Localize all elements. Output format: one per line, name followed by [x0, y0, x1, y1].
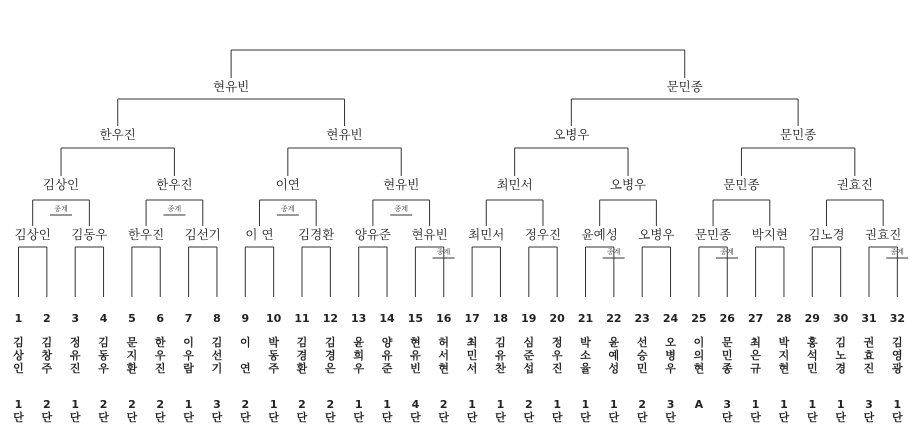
entrant-seed: 10	[265, 312, 282, 325]
entrant-grade: 2 단	[325, 398, 336, 424]
entrant-name: 윤 예 성	[608, 336, 620, 375]
entrant-grade: 4 단	[410, 398, 421, 424]
entrant-seed: 3	[71, 312, 80, 325]
entrant-seed: 32	[889, 312, 905, 325]
entrant-grade: 2 단	[41, 398, 53, 424]
entrant-name: 김 경 은	[325, 336, 336, 375]
entrant-grade: 2 단	[154, 398, 166, 424]
entrant-name: 박 소 율	[580, 336, 591, 375]
entrant-name: 심 준 섭	[523, 336, 535, 375]
round2-winner: 현유빈	[213, 79, 250, 94]
entrant-seed: 26	[719, 312, 735, 325]
entrant-grade: 1 단	[778, 398, 790, 424]
entrant-seed: 15	[407, 312, 424, 325]
entrant-seed: 20	[549, 312, 565, 325]
entrant-seed: 17	[464, 312, 480, 325]
entrant-seed: 6	[156, 312, 165, 325]
entrant-seed: 13	[351, 312, 367, 325]
round4-winner: 권효진	[836, 177, 873, 192]
round4-winner: 한우진	[156, 177, 193, 192]
entrant-seed: 7	[184, 312, 193, 325]
round5-winner: 권효진	[865, 227, 902, 242]
entrant-grade: 1 단	[353, 398, 364, 424]
entrant-seed: 31	[861, 312, 877, 325]
entrant-name: 김 영 광	[892, 336, 903, 375]
entrant-grade: 1 단	[69, 398, 81, 424]
entrant-name: 이 의 현	[693, 336, 705, 375]
round3-winner: 한우진	[99, 127, 136, 142]
entrant-name: 한 우 진	[154, 336, 166, 375]
entrant-seed: 14	[379, 312, 395, 325]
entrant-grade: 1 단	[183, 398, 194, 424]
entrant-name: 현 유 빈	[410, 336, 421, 375]
entrant-name: 허 서 현	[438, 336, 450, 375]
entrant-seed: 21	[577, 312, 594, 325]
entrant-name: 최 은 규	[750, 336, 761, 375]
entrant-seed: 30	[832, 312, 849, 325]
round4-winner: 최민서	[496, 177, 533, 192]
entrant-seed: 9	[241, 312, 250, 325]
round5-winner: 김상인	[14, 227, 51, 242]
entrant-grade: 2 단	[126, 398, 138, 424]
round5-winner: 김노경	[808, 227, 845, 242]
entrant-seed: 23	[634, 312, 650, 325]
entrant-name: 김 노 경	[835, 336, 846, 375]
entrant-name: 이 연	[239, 336, 251, 375]
round5-winner: 양유준	[354, 227, 391, 242]
entrant-name: 김 선 기	[211, 336, 223, 375]
entrant-grade: 2 단	[239, 398, 251, 424]
round5-winner: 현유빈	[411, 227, 448, 242]
round5-winner: 오병우	[638, 227, 675, 242]
entrant-name: 권 효 진	[863, 336, 875, 375]
entrant-grade: 1 단	[608, 398, 620, 424]
entrant-seed: 12	[322, 312, 338, 325]
round4-winner: 오병우	[609, 177, 647, 192]
entrant-name: 김 경 환	[296, 336, 308, 375]
entrant-name: 이 우 람	[183, 336, 194, 375]
entrant-seed: 1	[14, 312, 23, 325]
entrant-grade: 2 단	[636, 398, 648, 424]
entrant-grade: 3 단	[665, 398, 676, 424]
entrant-name: 박 지 현	[778, 336, 790, 375]
entrant-grade: 1 단	[381, 398, 393, 424]
entrant-name: 김 상 인	[13, 336, 24, 375]
forfeit-badge: 종계	[54, 205, 68, 213]
round5-winner: 김경환	[298, 227, 335, 242]
forfeit-badge: 종계	[281, 205, 295, 213]
entrant-grade: 2 단	[98, 398, 109, 424]
round5-winner: 정우진	[524, 227, 562, 242]
round5-winner: 윤예성	[581, 227, 618, 242]
entrant-grade: 2 단	[296, 398, 308, 424]
entrant-grade: 1 단	[551, 398, 563, 424]
round4-winner: 문민종	[723, 177, 760, 192]
round3-winner: 현유빈	[326, 127, 363, 142]
entrant-grade: 1 단	[268, 398, 279, 424]
entrant-grade: 1 단	[892, 398, 903, 424]
entrant-seed: 4	[99, 312, 108, 325]
entrant-name: 오 병 우	[665, 336, 676, 375]
entrant-grade: A	[694, 398, 704, 411]
entrant-seed: 2	[43, 312, 51, 325]
entrant-seed: 28	[776, 312, 792, 325]
entrant-grade: 1 단	[750, 398, 761, 424]
entrant-seed: 18	[492, 312, 509, 325]
entrant-name: 정 유 진	[69, 336, 81, 375]
round5-winner: 한우진	[127, 227, 165, 242]
entrant-grade: 3 단	[211, 398, 223, 424]
entrant-seed: 19	[521, 312, 537, 325]
forfeit-badge: 종계	[394, 205, 408, 213]
entrant-seed: 22	[606, 312, 622, 325]
round4-winner: 현유빈	[383, 177, 420, 192]
entrant-seed: 16	[436, 312, 452, 325]
entrant-name: 홍 석 민	[806, 336, 818, 375]
round5-winner: 이 연	[245, 227, 274, 242]
round4-winner: 이연	[275, 177, 300, 192]
entrant-grade: 2 단	[523, 398, 535, 424]
entrant-name: 김 유 찬	[495, 336, 506, 375]
entrant-seed: 8	[213, 312, 221, 325]
entrant-name: 선 승 민	[636, 336, 648, 375]
round5-winner: 문민종	[694, 227, 732, 242]
forfeit-badge: 종계	[720, 248, 734, 256]
entrant-name: 최 민 서	[466, 336, 478, 375]
entrant-name: 정 우 진	[551, 336, 563, 375]
entrant-grade: 3 단	[721, 398, 733, 424]
entrant-name: 문 민 종	[721, 336, 733, 375]
entrant-name: 문 지 환	[126, 336, 138, 375]
round5-winner: 박지현	[751, 227, 788, 242]
entrant-grade: 1 단	[580, 398, 591, 424]
round5-winner: 김선기	[184, 227, 221, 242]
entrant-grade: 1 단	[495, 398, 506, 424]
entrant-name: 양 유 준	[381, 336, 393, 375]
entrant-seed: 24	[662, 312, 679, 325]
forfeit-badge: 종계	[606, 248, 621, 256]
round4-winner: 김상인	[42, 177, 80, 192]
entrant-name: 박 동 주	[268, 336, 279, 375]
entrant-grade: 3 단	[863, 398, 875, 424]
round3-winner: 오병우	[553, 127, 590, 142]
entrant-grade: 1 단	[466, 398, 478, 424]
forfeit-badge: 종계	[436, 248, 451, 256]
entrant-grade: 2 단	[438, 398, 450, 424]
round5-winner: 김동우	[71, 227, 108, 242]
entrant-seed: 5	[128, 312, 136, 325]
entrant-seed: 29	[804, 312, 820, 325]
entrant-grade: 1 단	[835, 398, 846, 424]
forfeit-badge: 종계	[167, 205, 182, 213]
forfeit-badge: 종계	[890, 248, 904, 256]
entrant-grade: 1 단	[806, 398, 818, 424]
entrant-name: 김 창 주	[41, 336, 53, 375]
entrant-name: 윤 희 우	[353, 336, 364, 375]
round2-winner: 문민종	[666, 79, 703, 94]
entrant-grade: 1 단	[13, 398, 24, 424]
entrant-seed: 25	[691, 312, 707, 325]
round5-winner: 최민서	[468, 227, 505, 242]
entrant-name: 김 동 우	[98, 336, 109, 375]
round3-winner: 문민종	[780, 127, 817, 142]
entrant-seed: 11	[294, 312, 310, 325]
entrant-seed: 27	[747, 312, 764, 325]
